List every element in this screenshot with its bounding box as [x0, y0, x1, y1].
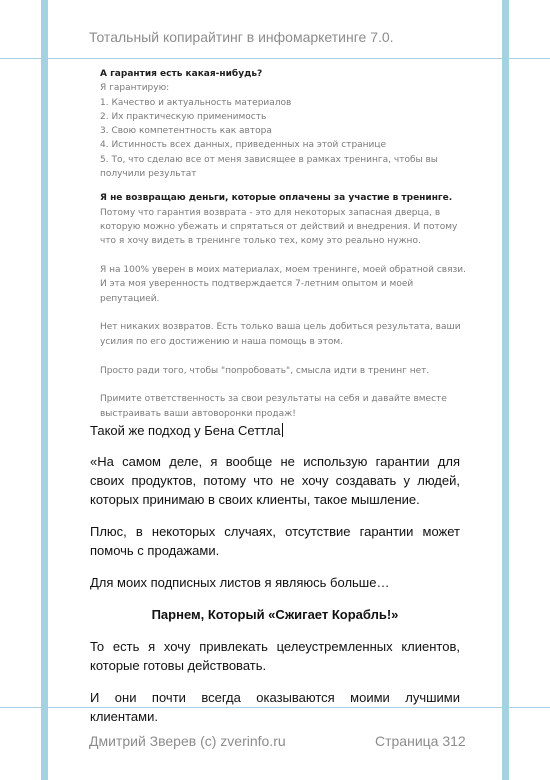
quote-paragraph: Примите ответственность за свои результаты на себя и давайте вместе выстраивать ваши автоворонки продаж! — [100, 394, 447, 419]
guarantee-item: 5. То, что сделаю все от меня зависящее в рамках тренинга, чтобы вы получили результат — [100, 154, 438, 180]
header-rule — [0, 58, 550, 59]
body-paragraph: Плюс, в некоторых случаях, отсутствие гарантии может помочь с продажами. — [90, 524, 460, 558]
guarantee-item: 3. Свою компетентность как автора — [100, 126, 272, 137]
guarantee-heading: А гарантия есть какая-нибудь? — [100, 69, 263, 79]
quote-paragraph: И эта моя уверенность подтверждается 7-летним опытом и моей репутацией. — [100, 279, 414, 304]
guarantee-item: 4. Истинность всех данных, приведенных на этой странице — [100, 140, 387, 151]
body-intro-line[interactable] — [90, 421, 460, 440]
quoted-screenshot-block — [100, 67, 470, 421]
text-cursor — [282, 423, 283, 437]
body-bold-centered-line: Парнем, Который «Сжигает Корабль!» — [151, 607, 399, 622]
quote-paragraph: Потому что гарантия возврата - это для некоторых запасная дверца, в которую можно убежать и спрятаться от действий и внедрения. И потому что я хочу видеть в тренинге только тех, кому это реально нужно. — [100, 207, 458, 247]
guarantee-item: 2. Их практическую применимость — [100, 111, 267, 122]
guarantee-item: 1. Качество и актуальность материалов — [100, 97, 292, 108]
no-refund-heading: Я не возвращаю деньги, которые оплачены за участие в тренинге. — [100, 193, 453, 204]
body-paragraph: То есть я хочу привлекать целеустремленных клиентов, которые готовы действовать. — [90, 639, 460, 673]
body-paragraph: Для моих подписных листов я являюсь больше… — [90, 575, 390, 590]
guarantee-intro: Я гарантирую: — [100, 83, 170, 94]
main-body-text — [90, 421, 460, 739]
quote-paragraph: Просто ради того, чтобы "попробовать", смысла идти в тренинг нет. — [100, 365, 430, 376]
body-paragraph: «На самом деле, я вообще не использую гарантии для своих продуктов, потому что не хочу создавать у людей, которых принимаю в своих клиенты, такое мышление. — [90, 454, 460, 507]
footer-page-number: Страница 312 — [375, 733, 466, 749]
quote-paragraph: Я на 100% уверен в моих материалах, моем тренинге, моей обратной связи. — [100, 265, 467, 276]
body-paragraph: И они почти всегда оказываются моими лучшими клиентами. — [90, 690, 460, 724]
body-intro-text: Такой же подход у Бена Сеттла — [90, 423, 281, 438]
page-header-title: Тотальный копирайтинг в инфомаркетинге 7.0. — [89, 29, 394, 45]
left-margin-rule — [41, 0, 48, 780]
quote-paragraph: Нет никаких возвратов. Есть только ваша цель добиться результата, ваши усилия по его достижению и наша помощь в этом. — [100, 322, 461, 347]
right-margin-rule — [502, 0, 509, 780]
footer-author: Дмитрий Зверев (с) zverinfo.ru — [89, 733, 286, 749]
